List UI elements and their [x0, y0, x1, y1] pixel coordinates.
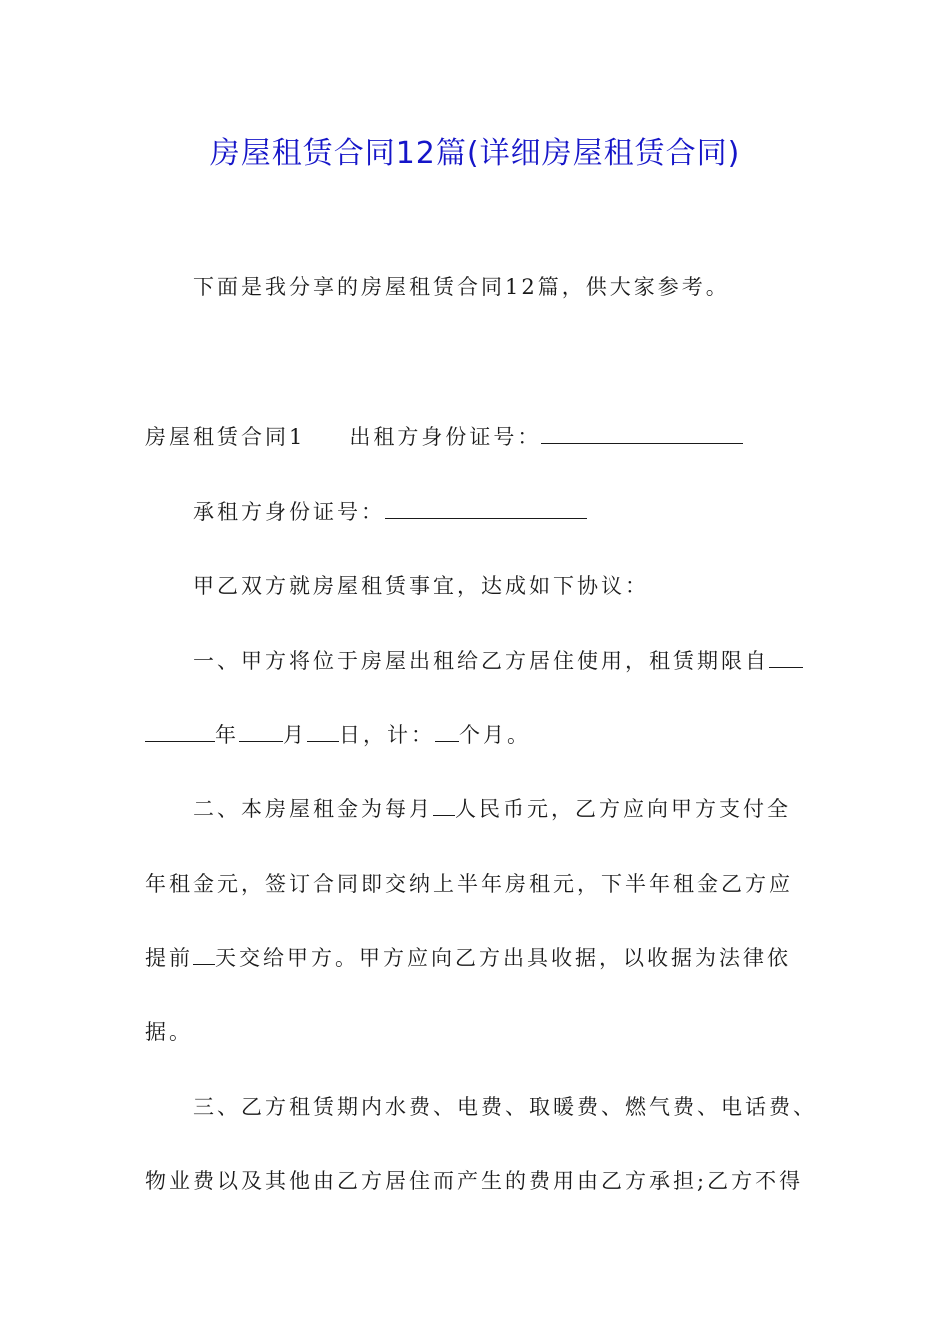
clause2-text-a: 二、本房屋租金为每月 [193, 797, 433, 821]
clause2-line1 [193, 794, 791, 824]
monthly-rent-blank [433, 795, 455, 816]
months-label: 个月。 [459, 723, 531, 747]
day-label: 日，计： [339, 723, 435, 747]
months-count-blank [435, 721, 459, 742]
month-blank [239, 721, 283, 742]
clause3-line1: 三、乙方租赁期内水费、电费、取暖费、燃气费、电话费、 [193, 1095, 817, 1119]
clause2-text-b: 人民币元，乙方应向甲方支付全 [455, 797, 791, 821]
month-label: 月 [283, 723, 307, 747]
clause2-line4: 据。 [145, 1020, 193, 1044]
agreement-line: 甲乙双方就房屋租赁事宜，达成如下协议： [193, 574, 649, 598]
lessee-id-line [193, 497, 587, 527]
clause2-text-d: 天交给甲方。甲方应向乙方出具收据，以收据为法律依 [215, 946, 791, 970]
clause1-line2 [145, 720, 531, 750]
start-year-blank-a [769, 647, 803, 668]
clause1-text: 一、甲方将位于房屋出租给乙方居住使用，租赁期限自 [193, 649, 769, 673]
document-title: 房屋租赁合同12篇(详细房屋租赁合同) [209, 136, 741, 171]
start-year-blank-b [145, 721, 215, 742]
section-heading: 房屋租赁合同1 [145, 425, 306, 449]
clause2-line2: 年租金元，签订合同即交纳上半年房租元，下半年租金乙方应 [145, 872, 793, 896]
intro-paragraph: 下面是我分享的房屋租赁合同12篇，供大家参考。 [193, 275, 730, 299]
lessor-id-label: 出租方身份证号： [349, 425, 542, 449]
clause2-line3 [145, 943, 791, 973]
section-heading-line [145, 422, 743, 452]
lessee-id-label: 承租方身份证号： [193, 500, 385, 524]
clause3-line2: 物业费以及其他由乙方居住而产生的费用由乙方承担;乙方不得 [145, 1169, 804, 1193]
clause1-line1 [193, 646, 803, 676]
lessee-id-blank [385, 498, 587, 519]
days-blank [193, 944, 215, 965]
year-label: 年 [215, 723, 239, 747]
lessor-id-blank [541, 423, 743, 444]
clause2-text-c: 提前 [145, 946, 193, 970]
day-blank [307, 721, 339, 742]
